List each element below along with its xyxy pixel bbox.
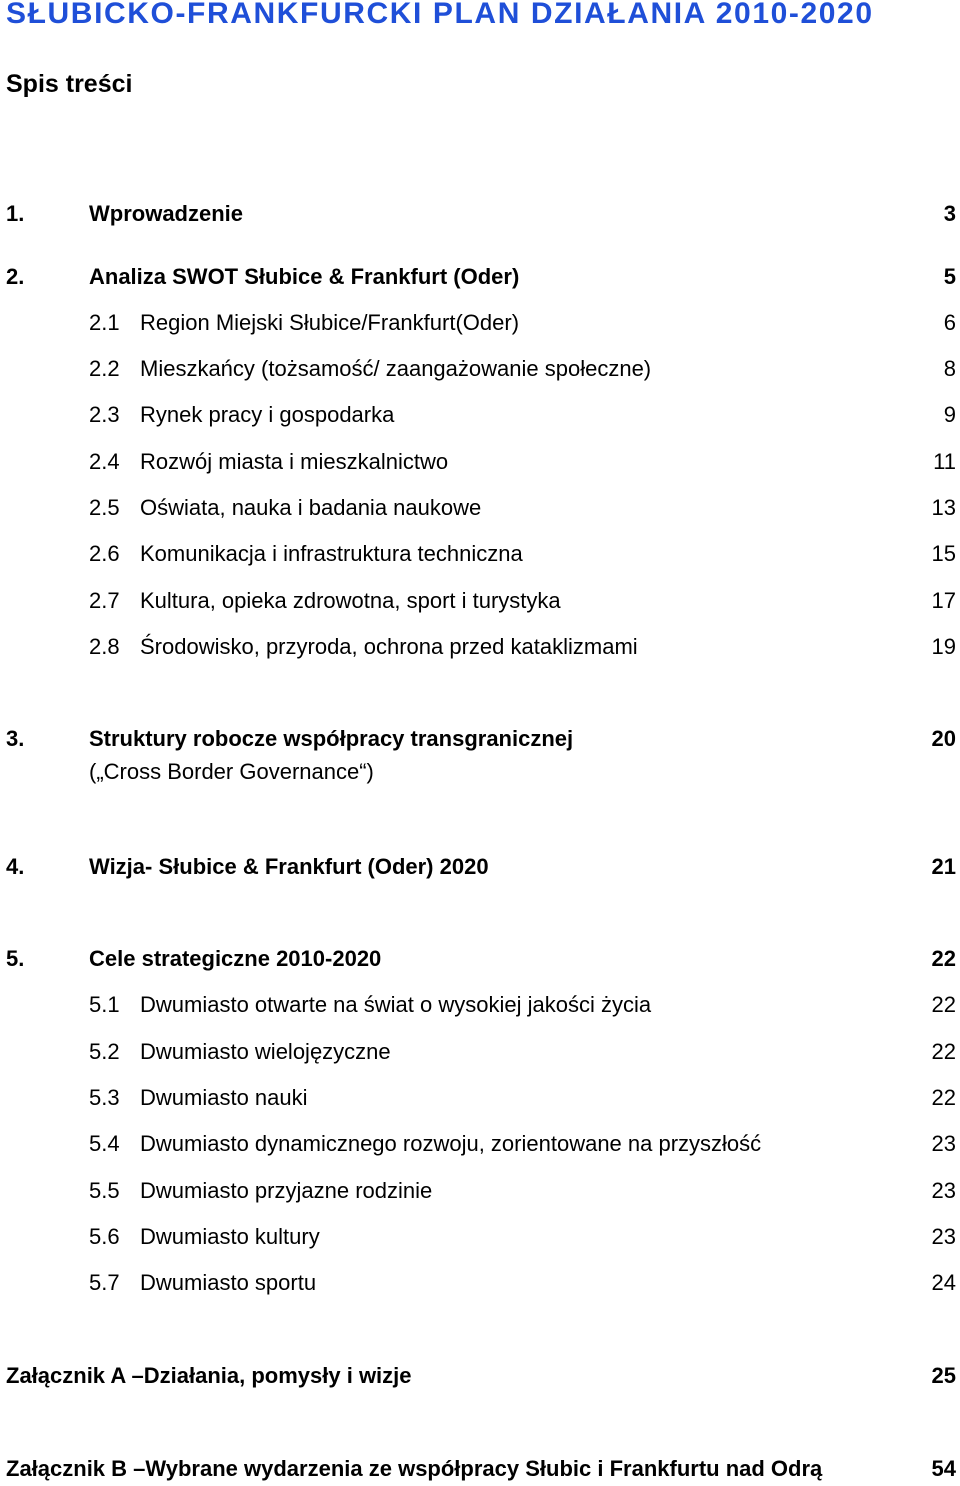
- toc-entry-5-5[interactable]: [0, 1174, 960, 1208]
- toc-entry-page: 22: [931, 1039, 956, 1064]
- toc-entry-number: 5.4: [89, 1131, 120, 1156]
- toc-entry-5-2[interactable]: [0, 1035, 960, 1069]
- toc-entry-5-7[interactable]: [0, 1266, 960, 1300]
- toc-entry-5-6[interactable]: [0, 1220, 960, 1254]
- toc-entry-number: 5.2: [89, 1039, 120, 1064]
- toc-entry-number: 5.5: [89, 1178, 120, 1203]
- toc-entry-number: 2.: [6, 264, 25, 289]
- toc-entry-page: 20: [931, 726, 956, 751]
- toc-entry-label: Rozwój miasta i mieszkalnictwo: [140, 449, 449, 474]
- toc-entry-1[interactable]: [0, 197, 960, 231]
- toc-entry-number: 2.4: [89, 449, 120, 474]
- toc-heading: Spis treści: [6, 70, 133, 98]
- toc-entry-2-3[interactable]: [0, 398, 960, 432]
- toc-entry-label-line2: („Cross Border Governance“): [89, 759, 374, 784]
- toc-entry-page: 3: [943, 201, 956, 226]
- toc-entry-3[interactable]: [0, 722, 960, 790]
- toc-entry-page: 17: [931, 588, 956, 613]
- toc-entry-page: 22: [931, 992, 956, 1017]
- toc-entry-2-6[interactable]: [0, 537, 960, 571]
- toc-entry-2-7[interactable]: [0, 584, 960, 618]
- toc-entry-label: Struktury robocze współpracy transgranicznej: [89, 726, 574, 751]
- toc-entry-label: Mieszkańcy (tożsamość/ zaangażowanie społeczne): [140, 356, 652, 381]
- toc-entry-number: 5.1: [89, 992, 120, 1017]
- toc-entry-2-1[interactable]: [0, 306, 960, 340]
- toc-entry-page: 5: [943, 264, 956, 289]
- toc-entry-page: 54: [931, 1456, 956, 1481]
- toc-entry-page: 23: [931, 1224, 956, 1249]
- toc-entry-page: 25: [931, 1363, 956, 1388]
- toc-entry-label: Dwumiasto wielojęzyczne: [140, 1039, 391, 1064]
- toc-entry-number: 2.8: [89, 634, 120, 659]
- toc-entry-label: Dwumiasto przyjazne rodzinie: [140, 1178, 433, 1203]
- toc-entry-5-3[interactable]: [0, 1081, 960, 1115]
- toc-entry-number: 2.1: [89, 310, 120, 335]
- toc-entry-page: 13: [931, 495, 956, 520]
- toc-entry-number: 2.6: [89, 541, 120, 566]
- toc-entry-label: Kultura, opieka zdrowotna, sport i turystyka: [140, 588, 561, 613]
- toc-entry-2[interactable]: [0, 260, 960, 294]
- toc-entry-number: 4.: [6, 854, 25, 879]
- toc-entry-2-2[interactable]: [0, 352, 960, 386]
- toc-entry-label: Region Miejski Słubice/Frankfurt(Oder): [140, 310, 520, 335]
- toc-entry-label: Załącznik B –Wybrane wydarzenia ze współpracy Słubic i Frankfurtu nad Odrą: [6, 1456, 823, 1481]
- toc-entry-label: Środowisko, przyroda, ochrona przed kataklizmami: [140, 634, 638, 659]
- toc-entry-appendix-a[interactable]: [0, 1359, 960, 1393]
- toc-entry-label: Dwumiasto kultury: [140, 1224, 320, 1249]
- toc-entry-label: Rynek pracy i gospodarka: [140, 402, 395, 427]
- toc-entry-label: Wizja- Słubice & Frankfurt (Oder) 2020: [89, 854, 489, 879]
- toc-entry-page: 22: [931, 1085, 956, 1110]
- toc-entry-number: 5.: [6, 946, 25, 971]
- toc-entry-page: 6: [943, 310, 956, 335]
- toc-entry-5[interactable]: [0, 942, 960, 976]
- toc-entry-label: Dwumiasto sportu: [140, 1270, 317, 1295]
- toc-entry-page: 24: [931, 1270, 956, 1295]
- toc-entry-label: Dwumiasto otwarte na świat o wysokiej jakości życia: [140, 992, 652, 1017]
- toc-entry-number: 5.3: [89, 1085, 120, 1110]
- toc-entry-page: 15: [931, 541, 956, 566]
- toc-entry-number: 2.2: [89, 356, 120, 381]
- toc-entry-number: 2.5: [89, 495, 120, 520]
- toc-entry-label: Cele strategiczne 2010-2020: [89, 946, 382, 971]
- toc-entry-page: 9: [943, 402, 956, 427]
- toc-entry-number: 3.: [6, 726, 25, 751]
- toc-entry-label: Analiza SWOT Słubice & Frankfurt (Oder): [89, 264, 520, 289]
- toc-entry-page: 21: [931, 854, 956, 879]
- toc-entry-page: 19: [931, 634, 956, 659]
- toc-entry-label: Załącznik A –Działania, pomysły i wizje: [6, 1363, 412, 1388]
- toc-entry-5-1[interactable]: [0, 988, 960, 1022]
- toc-entry-number: 5.7: [89, 1270, 120, 1295]
- toc-entry-page: 23: [931, 1131, 956, 1156]
- toc-entry-page: 8: [943, 356, 956, 381]
- toc-entry-2-8[interactable]: [0, 630, 960, 664]
- toc-entry-label: Dwumiasto dynamicznego rozwoju, zorientowane na przyszłość: [140, 1131, 762, 1156]
- toc-entry-number: 2.3: [89, 402, 120, 427]
- toc-entry-2-5[interactable]: [0, 491, 960, 525]
- toc-entry-label: Oświata, nauka i badania naukowe: [140, 495, 482, 520]
- toc-entry-label: Komunikacja i infrastruktura techniczna: [140, 541, 523, 566]
- toc-entry-label: Wprowadzenie: [89, 201, 244, 226]
- document-title: SŁUBICKO-FRANKFURCKI PLAN DZIAŁANIA 2010-2020: [6, 0, 874, 30]
- toc-entry-label: Dwumiasto nauki: [140, 1085, 308, 1110]
- toc-entry-page: 23: [931, 1178, 956, 1203]
- toc-entry-page: 11: [933, 449, 956, 474]
- toc-entry-number: 2.7: [89, 588, 120, 613]
- toc-entry-5-4[interactable]: [0, 1127, 960, 1161]
- toc-entry-number: 1.: [6, 201, 25, 226]
- toc-entry-appendix-b[interactable]: [0, 1452, 960, 1486]
- toc-entry-2-4[interactable]: [0, 445, 960, 479]
- toc-entry-number: 5.6: [89, 1224, 120, 1249]
- toc-entry-4[interactable]: [0, 850, 960, 884]
- toc-entry-page: 22: [931, 946, 956, 971]
